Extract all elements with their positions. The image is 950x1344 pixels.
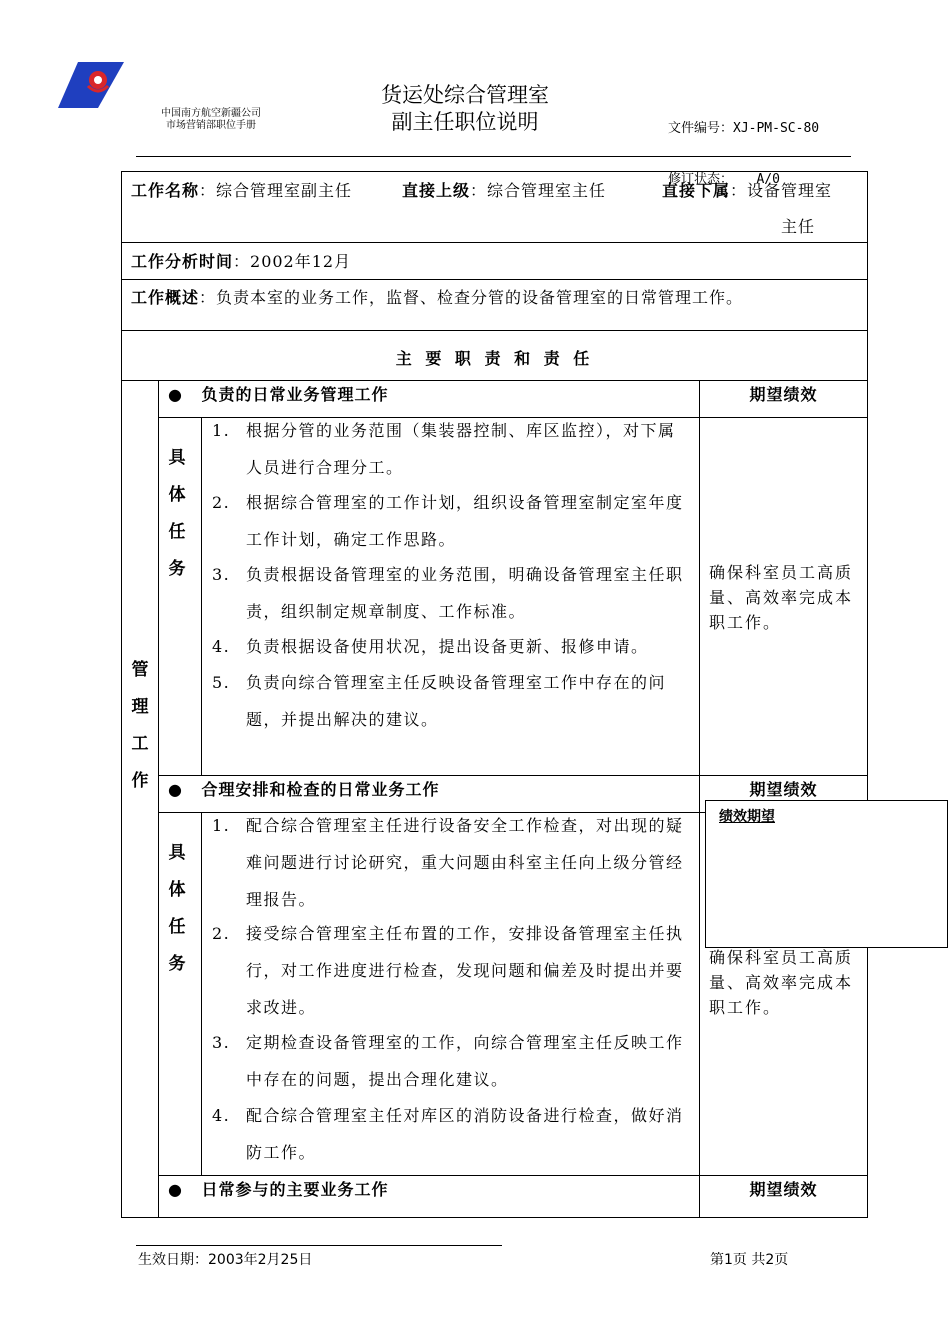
task-item: 1. 配合综合管理室主任进行设备安全工作检查，对出现的疑难问题进行讨论研究，重大问题由科室主任向上级分管经理报告。 <box>212 816 684 909</box>
subordinate-value: ：设备管理室 <box>730 181 833 200</box>
row-divider <box>122 242 867 243</box>
job-description-table <box>121 171 868 1218</box>
effective-date: 生效日期：2003年2月25日 <box>138 1252 313 1268</box>
section-2-perf-text: 确保科室员工高质量、高效率完成本职工作。 <box>709 948 854 1017</box>
superior-label: 直接上级 <box>402 181 471 200</box>
header-divider <box>136 156 851 157</box>
subordinate-label: 直接下属 <box>662 181 731 200</box>
category-char: 作 <box>131 771 149 791</box>
task-item: 4. 负责根据设备使用状况，提出设备更新、报修申请。 <box>212 637 649 656</box>
row-divider <box>122 330 867 331</box>
superior-value: ：综合管理室主任 <box>470 181 607 200</box>
task-item: 2. 根据综合管理室的工作计划，组织设备管理室制定室年度工作计划，确定工作思路。 <box>212 493 684 549</box>
row-divider <box>122 279 867 280</box>
bullet: ● <box>168 385 183 404</box>
task-label: 具 体 任 务 <box>168 448 186 579</box>
subordinate-row <box>662 178 832 201</box>
overview-value: ：负责本室的业务工作，监督、检查分管的设备管理室的日常管理工作。 <box>199 288 744 307</box>
section-1-perf-header: 期望绩效 <box>749 385 818 404</box>
subordinate-value-line-2: 主任 <box>781 217 816 236</box>
category-char: 理 <box>131 697 149 717</box>
row-divider <box>158 775 867 776</box>
perf-expectation-box <box>705 800 948 948</box>
perf-expectation-label: 绩效期望 <box>719 809 775 825</box>
category-char: 工 <box>131 734 149 754</box>
overview-label: 工作概述 <box>131 288 200 307</box>
section-2-perf-header: 期望绩效 <box>749 780 818 799</box>
task-item: 3. 负责根据设备管理室的业务范围，明确设备管理室主任职责，组织制定规章制度、工作标准。 <box>212 565 684 621</box>
task-item: 1. 根据分管的业务范围（集装器控制、库区监控），对下属人员进行合理分工。 <box>212 421 676 477</box>
section-3-header <box>168 1177 389 1200</box>
section-3-perf-header: 期望绩效 <box>749 1180 818 1199</box>
job-title-label: 工作名称 <box>131 181 200 200</box>
task-item: 5. 负责向综合管理室主任反映设备管理室工作中存在的问题，并提出解决的建议。 <box>212 673 667 729</box>
row-divider <box>122 380 867 381</box>
analysis-time-row <box>131 249 351 272</box>
task-item: 3. 定期检查设备管理室的工作，向综合管理室主任反映工作中存在的问题，提出合理化建议。 <box>212 1033 684 1089</box>
row-divider <box>158 1175 867 1176</box>
col-divider <box>158 380 159 1217</box>
col-divider <box>201 417 202 775</box>
job-title-value: ：综合管理室副主任 <box>199 181 353 200</box>
job-title-row <box>131 178 352 201</box>
title-line-1: 货运处综合管理室 <box>381 83 549 107</box>
section-1-title: 负责的日常业务管理工作 <box>201 385 389 404</box>
doc-number: 文件编号：XJ-PM-SC-80 <box>668 121 820 136</box>
document-title <box>340 82 590 136</box>
bullet: ● <box>168 780 183 799</box>
task-label: 具 体 任 务 <box>168 843 186 974</box>
footer-divider <box>136 1245 502 1246</box>
airline-logo <box>58 62 124 108</box>
overview-row <box>131 285 743 308</box>
task-item: 2. 接受综合管理室主任布置的工作，安排设备管理室主任执行，对工作进度进行检查，发现问题和偏差及时提出并要求改进。 <box>212 924 684 1017</box>
company-name <box>150 108 272 132</box>
bullet: ● <box>168 1180 183 1199</box>
section-2-title: 合理安排和检查的日常业务工作 <box>201 780 440 799</box>
page-info: 第1页 共2页 <box>710 1252 789 1268</box>
col-divider <box>201 812 202 1175</box>
analysis-label: 工作分析时间 <box>131 252 234 271</box>
category-label <box>130 652 150 800</box>
revision-status: 修订状态： A/0 <box>668 172 780 187</box>
section-1-perf-text: 确保科室员工高质量、高效率完成本职工作。 <box>709 563 854 632</box>
company-line-1: 中国南方航空新疆公司 <box>161 108 261 119</box>
analysis-value: ：2002年12月 <box>233 252 352 271</box>
title-line-2: 副主任职位说明 <box>391 110 539 134</box>
section-1-header <box>168 382 389 405</box>
section-2-header <box>168 777 440 800</box>
superior-row <box>402 178 606 201</box>
company-line-2: 市场营销部职位手册 <box>166 120 256 131</box>
category-char: 管 <box>131 660 149 680</box>
section-3-title: 日常参与的主要业务工作 <box>201 1180 389 1199</box>
task-item: 4. 配合综合管理室主任对库区的消防设备进行检查，做好消防工作。 <box>212 1106 684 1162</box>
duties-heading: 主 要 职 责 和 责 任 <box>395 349 594 368</box>
